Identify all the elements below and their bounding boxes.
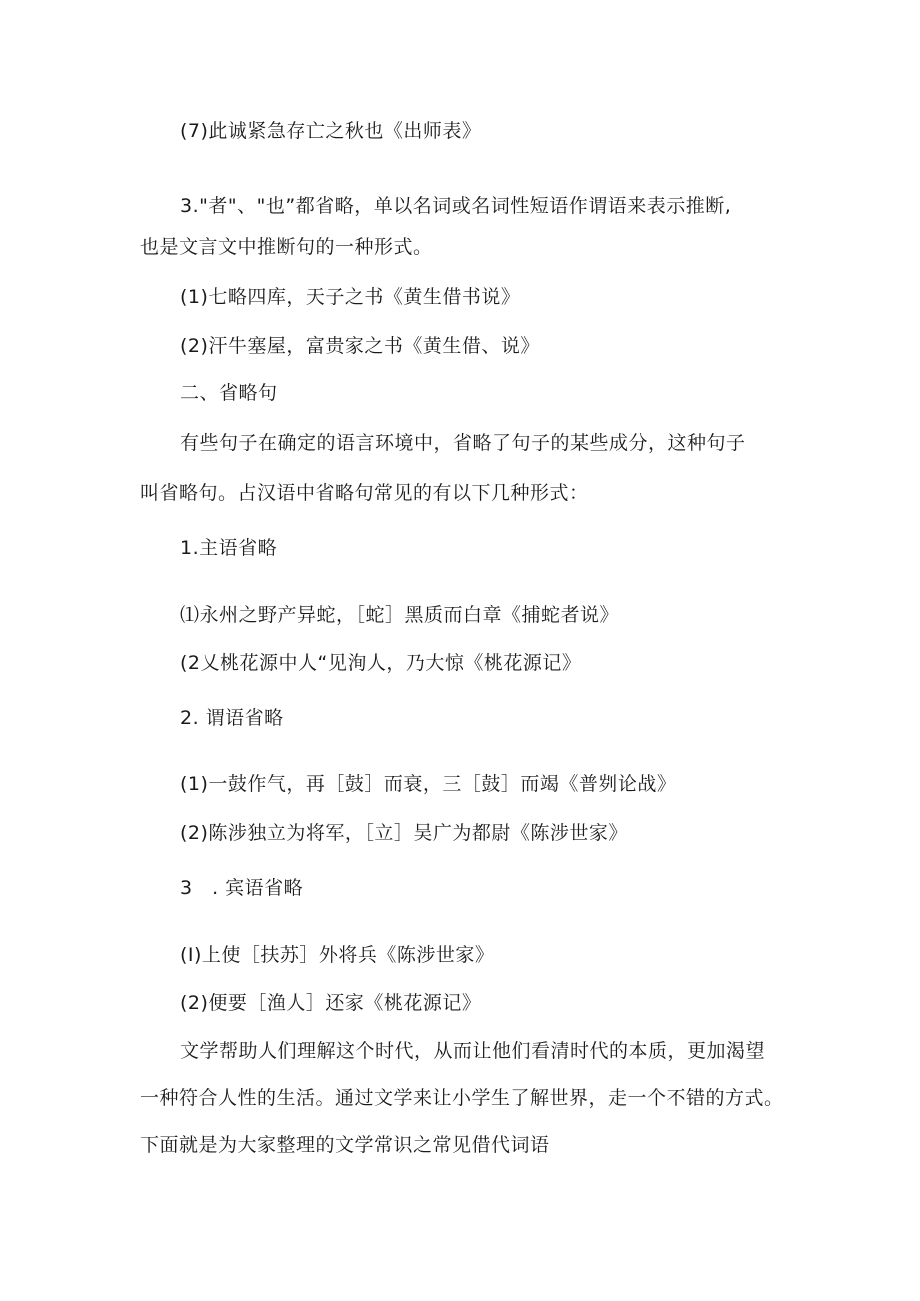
rule-continuation-line: 也是文言文中推断句的一种形式。 bbox=[140, 236, 433, 258]
example-line: (7)此诚紧急存亡之秋也《出师表》 bbox=[180, 120, 482, 142]
example-line: (1)一鼓作气，再［鼓］而衰，三［鼓］而竭《普刿论战》 bbox=[180, 773, 677, 795]
paragraph-line: 一种符合人性的生活。通过文学来让小学生了解世界，走一个不错的方式。 bbox=[140, 1087, 784, 1109]
example-line: (2)便要［渔人］还家《桃花源记》 bbox=[180, 992, 482, 1014]
paragraph-line: 有些句子在确定的语言环境中，省略了句子的某些成分，这种句子 bbox=[180, 432, 746, 454]
example-line: (2)汗牛塞屋，富贵家之书《黄生借、说》 bbox=[180, 335, 540, 357]
subsection-heading: 2. 谓语省略 bbox=[180, 707, 284, 729]
paragraph-line: 下面就是为大家整理的文学常识之常见借代词语 bbox=[140, 1134, 550, 1156]
example-line: (I)上使［扶苏］外将兵《陈涉世家》 bbox=[180, 944, 495, 966]
subsection-heading: 1.主语省略 bbox=[180, 537, 278, 559]
example-line: (1)七略四库，天子之书《黄生借书说》 bbox=[180, 286, 521, 308]
subsection-heading: 3 . 宾语省略 bbox=[180, 877, 304, 899]
example-line: (2)陈涉独立为将军，［立］吴广为都尉《陈涉世家》 bbox=[180, 822, 628, 844]
example-line: (2乂桃花源中人“见洵人，乃大惊《桃花源记》 bbox=[180, 652, 582, 674]
section-heading: 二、省略句 bbox=[180, 382, 278, 404]
rule-heading-line: 3."者"、"也”都省略，单以名词或名词性短语作谓语来表示推断, bbox=[180, 195, 732, 217]
paragraph-line: 叫省略句。占汉语中省略句常见的有以下几种形式： bbox=[140, 482, 589, 504]
example-line: ⑴永州之野产异蛇，［蛇］黑质而白章《捕蛇者说》 bbox=[180, 604, 620, 626]
paragraph-line: 文学帮助人们理解这个时代，从而让他们看清时代的本质，更加渴望 bbox=[180, 1040, 766, 1062]
